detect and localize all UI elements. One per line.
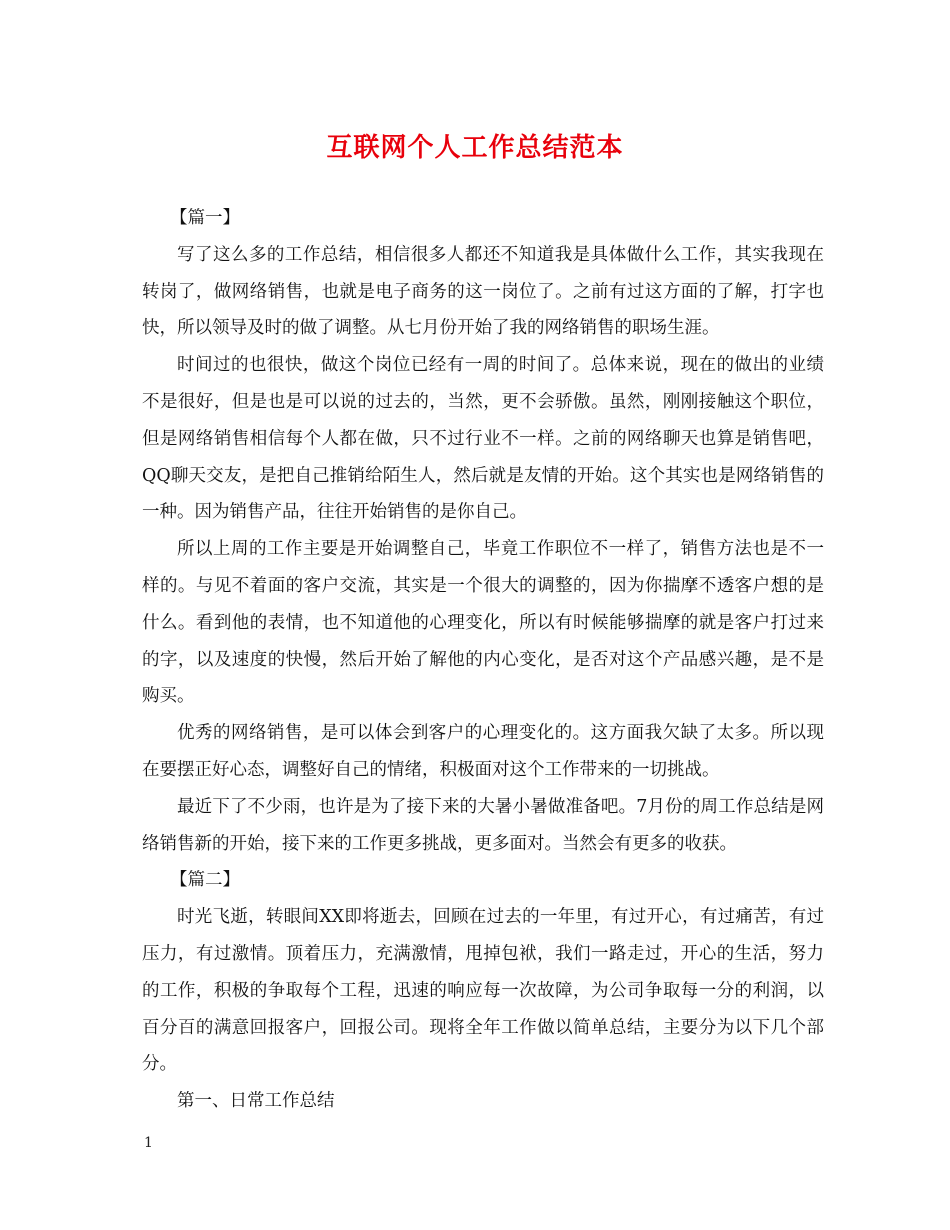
paragraph: 写了这么多的工作总结，相信很多人都还不知道我是具体做什么工作，其实我现在转岗了，做网络销售，也就是电子商务的这一岗位了。之前有过这方面的了解，打字也快，所以领导及时的做了调整。从七月份开始了我的网络销售的职场生涯。 <box>142 244 824 339</box>
section-heading-1: 【篇一】 <box>170 208 240 228</box>
document-title: 互联网个人工作总结范本 <box>326 133 624 163</box>
document-body <box>142 200 824 1120</box>
paragraph: 第一、日常工作总结 <box>177 1091 335 1112</box>
page-number: 1 <box>144 1135 153 1151</box>
paragraph: 所以上周的工作主要是开始调整自己，毕竟工作职位不一样了，销售方法也是不一样的。与见不着面的客户交流，其实是一个很大的调整的，因为你揣摩不透客户想的是什么。看到他的表情，也不知道他的心理变化，所以有时候能够揣摩的就是客户打过来的字，以及速度的快慢，然后开始了解他的内心变化，是否对这个产品感兴趣，是不是购买。 <box>142 539 824 707</box>
paragraph: 时间过的也很快，做这个岗位已经有一周的时间了。总体来说，现在的做出的业绩不是很好，但是也是可以说的过去的，当然，更不会骄傲。虽然，刚刚接触这个职位，但是网络销售相信每个人都在做，只不过行业不一样。之前的网络聊天也算是销售吧，QQ聊天交友，是把自己推销给陌生人，然后就是友情的开始。这个其实也是网络销售的一种。因为销售产品，往往开始销售的是你自己。 <box>142 355 824 523</box>
paragraph: 时光飞逝，转眼间XX即将逝去，回顾在过去的一年里，有过开心，有过痛苦，有过压力，有过激情。顶着压力，充满激情，甩掉包袱，我们一路走过，开心的生活，努力的工作，积极的争取每个工程，迅速的响应每一次故障，为公司争取每一分的利润，以百分百的满意回报客户，回报公司。现将全年工作做以简单总结，主要分为以下几个部分。 <box>142 907 824 1075</box>
section-heading-2: 【篇二】 <box>170 870 240 891</box>
paragraph: 优秀的网络销售，是可以体会到客户的心理变化的。这方面我欠缺了太多。所以现在要摆正好心态，调整好自己的情绪，积极面对这个工作带来的一切挑战。 <box>142 723 824 780</box>
paragraph: 最近下了不少雨，也许是为了接下来的大暑小暑做准备吧。7月份的周工作总结是网络销售新的开始，接下来的工作更多挑战，更多面对。当然会有更多的收获。 <box>142 796 824 854</box>
